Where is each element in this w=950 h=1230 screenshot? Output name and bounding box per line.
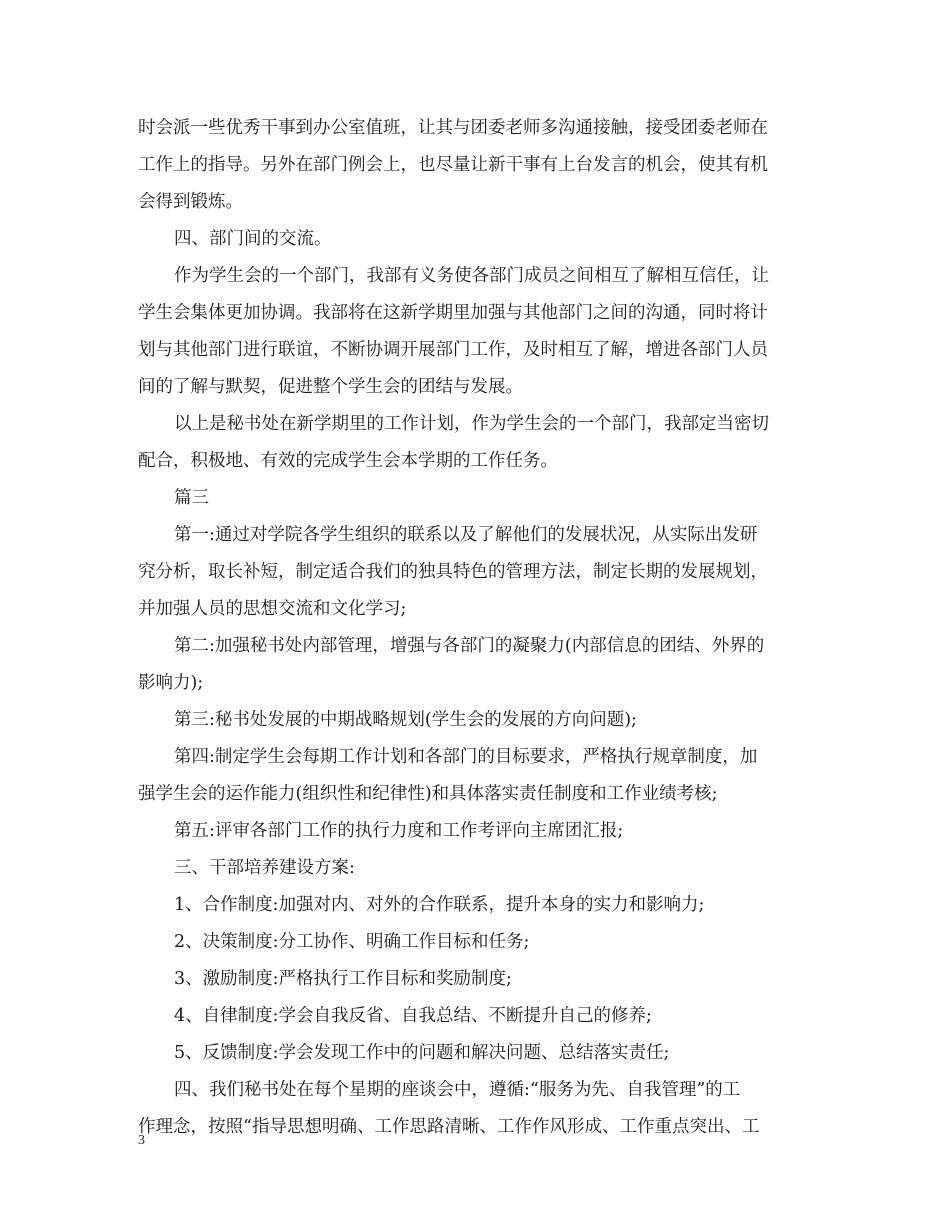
text-line [0, 110, 950, 146]
text-line [0, 295, 950, 331]
text-line [0, 554, 950, 590]
list-item [0, 887, 950, 923]
line-text: 4、自律制度:学会自我反省、自我总结、不断提升自己的修养; [174, 1006, 652, 1026]
line-text: 影响力); [138, 673, 204, 693]
list-item [0, 961, 950, 997]
text-line [0, 665, 950, 701]
line-text: 作为学生会的一个部门，我部有义务使各部门成员之间相互了解相互信任，让 [174, 266, 769, 286]
line-text: 篇三 [174, 488, 209, 508]
text-line [0, 628, 950, 664]
list-item [0, 924, 950, 960]
line-text: 5、反馈制度:学会发现工作中的问题和解决问题、总结落实责任; [174, 1043, 670, 1063]
text-line [0, 184, 950, 220]
page-number: 3 [138, 1133, 145, 1148]
line-text: 工作上的指导。另外在部门例会上，也尽量让新干事有上台发言的机会，使其有机 [138, 155, 768, 175]
line-text: 间的了解与默契，促进整个学生会的团结与发展。 [138, 377, 523, 397]
line-text: 会得到锻炼。 [138, 192, 243, 212]
text-line [0, 147, 950, 183]
line-text: 3、激励制度:严格执行工作目标和奖励制度; [174, 969, 512, 989]
line-text: 划与其他部门进行联谊，不断协调开展部门工作，及时相互了解，增进各部门人员 [138, 340, 768, 360]
text-line [0, 443, 950, 479]
list-item [0, 998, 950, 1034]
text-line [0, 369, 950, 405]
line-text: 三、干部培养建设方案: [174, 858, 355, 878]
line-text: 究分析，取长补短，制定适合我们的独具特色的管理方法，制定长期的发展规划， [138, 562, 768, 582]
text-line [0, 406, 950, 442]
text-line [0, 813, 950, 849]
line-text: 配合，积极地、有效的完成学生会本学期的工作任务。 [138, 451, 558, 471]
line-text: 强学生会的运作能力(组织性和纪律性)和具体落实责任制度和工作业绩考核; [138, 784, 718, 804]
line-text: 第三:秘书处发展的中期战略规划(学生会的发展的方向问题); [174, 710, 637, 730]
line-text: 1、合作制度:加强对内、对外的合作联系，提升本身的实力和影响力; [174, 895, 705, 915]
text-line [0, 258, 950, 294]
line-text: 2、决策制度:分工协作、明确工作目标和任务; [174, 932, 530, 952]
list-item [0, 1035, 950, 1071]
section-heading [0, 480, 950, 516]
text-line [0, 332, 950, 368]
section-heading [0, 850, 950, 886]
text-line [0, 739, 950, 775]
text-line [0, 517, 950, 553]
text-line [0, 776, 950, 812]
line-text: 第五:评审各部门工作的执行力度和工作考评向主席团汇报; [174, 821, 624, 841]
line-text: 并加强人员的思想交流和文化学习; [138, 599, 407, 619]
text-line [0, 1072, 950, 1108]
line-text: 作理念，按照“指导思想明确、工作思路清晰、工作作风形成、工作重点突出、工 [138, 1117, 760, 1137]
line-text: 四、我们秘书处在每个星期的座谈会中，遵循:“服务为先、自我管理”的工 [174, 1080, 741, 1100]
section-heading [0, 221, 950, 257]
text-line [0, 702, 950, 738]
line-text: 第二:加强秘书处内部管理，增强与各部门的凝聚力(内部信息的团结、外界的 [174, 636, 765, 656]
text-line [0, 591, 950, 627]
line-text: 学生会集体更加协调。我部将在这新学期里加强与其他部门之间的沟通，同时将计 [138, 303, 768, 323]
line-text: 以上是秘书处在新学期里的工作计划，作为学生会的一个部门，我部定当密切 [174, 414, 769, 434]
line-text: 第一:通过对学院各学生组织的联系以及了解他们的发展状况，从实际出发研 [174, 525, 758, 545]
line-text: 时会派一些优秀干事到办公室值班，让其与团委老师多沟通接触，接受团委老师在 [138, 118, 768, 138]
line-text: 第四:制定学生会每期工作计划和各部门的目标要求，严格执行规章制度，加 [174, 747, 758, 767]
line-text: 四、部门间的交流。 [174, 229, 332, 249]
